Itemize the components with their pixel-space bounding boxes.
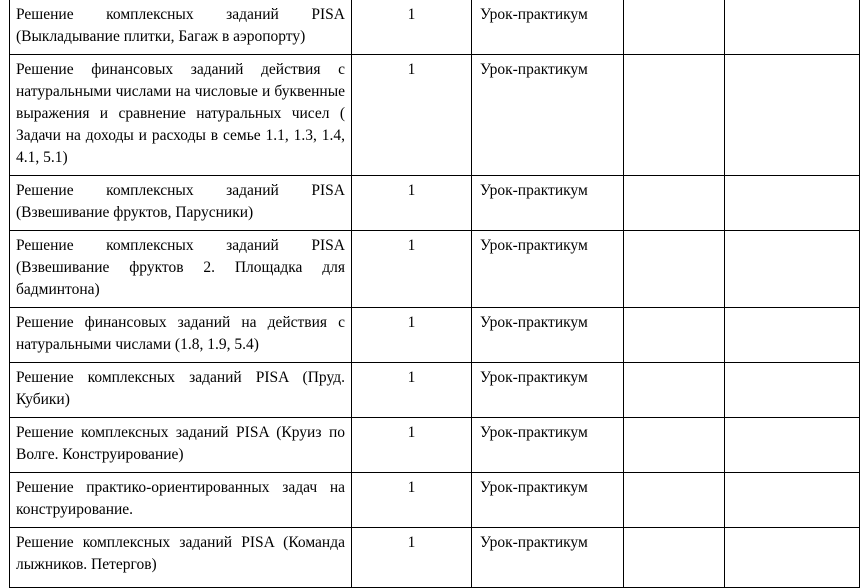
hours-cell: 1	[352, 0, 472, 55]
empty-cell	[725, 231, 860, 308]
lesson-type-cell: Урок-практикум	[472, 363, 624, 418]
empty-cell	[725, 473, 860, 528]
topic-cell: Решение практико-ориентированных задач на конструирование.	[10, 473, 352, 528]
table-row	[10, 55, 860, 176]
table-row	[10, 0, 860, 55]
lesson-type-cell: Урок-практикум	[472, 176, 624, 231]
empty-cell	[624, 308, 725, 363]
lesson-type-cell: Урок-практикум	[472, 0, 624, 55]
lesson-type-cell: Урок-практикум	[472, 55, 624, 176]
hours-cell: 1	[352, 473, 472, 528]
empty-cell	[624, 0, 725, 55]
topic-cell: Решение комплексных заданий PISA (Пруд. Кубики)	[10, 363, 352, 418]
lesson-type-cell: Урок-практикум	[472, 308, 624, 363]
topic-cell: Решение финансовых заданий на действия с натуральными числами (1.8, 1.9, 5.4)	[10, 308, 352, 363]
lesson-plan-table	[9, 0, 860, 588]
hours-cell: 1	[352, 528, 472, 588]
empty-cell	[624, 528, 725, 588]
table-row	[10, 176, 860, 231]
empty-cell	[725, 55, 860, 176]
table-row	[10, 231, 860, 308]
table-row	[10, 363, 860, 418]
empty-cell	[725, 528, 860, 588]
lesson-type-cell: Урок-практикум	[472, 418, 624, 473]
lesson-type-cell: Урок-практикум	[472, 231, 624, 308]
empty-cell	[725, 176, 860, 231]
empty-cell	[725, 308, 860, 363]
empty-cell	[624, 55, 725, 176]
hours-cell: 1	[352, 55, 472, 176]
empty-cell	[624, 231, 725, 308]
hours-cell: 1	[352, 176, 472, 231]
table-row	[10, 308, 860, 363]
empty-cell	[624, 418, 725, 473]
topic-cell: Решение финансовых заданий действия с натуральными числами на числовые и буквенные выражения и сравнение натуральных чисел ( Задачи на доходы и расходы в семье 1.1, 1.3, 1.4, 4.1, 5.1)	[10, 55, 352, 176]
empty-cell	[725, 363, 860, 418]
topic-cell: Решение комплексных заданий PISA (Взвешивание фруктов 2. Площадка для бадминтона)	[10, 231, 352, 308]
hours-cell: 1	[352, 363, 472, 418]
topic-cell: Решение комплексных заданий PISA (Выкладывание плитки, Багаж в аэропорту)	[10, 0, 352, 55]
topic-cell: Решение комплексных заданий PISA (Круиз по Волге. Конструирование)	[10, 418, 352, 473]
hours-cell: 1	[352, 418, 472, 473]
table-row	[10, 473, 860, 528]
topic-cell: Решение комплексных заданий PISA (Взвешивание фруктов, Парусники)	[10, 176, 352, 231]
empty-cell	[624, 176, 725, 231]
hours-cell: 1	[352, 231, 472, 308]
hours-cell: 1	[352, 308, 472, 363]
table-row	[10, 528, 860, 588]
empty-cell	[725, 0, 860, 55]
empty-cell	[725, 418, 860, 473]
empty-cell	[624, 473, 725, 528]
table-row	[10, 418, 860, 473]
lesson-type-cell: Урок-практикум	[472, 528, 624, 588]
lesson-type-cell: Урок-практикум	[472, 473, 624, 528]
empty-cell	[624, 363, 725, 418]
topic-cell: Решение комплексных заданий PISA (Команда лыжников. Петергов)	[10, 528, 352, 588]
